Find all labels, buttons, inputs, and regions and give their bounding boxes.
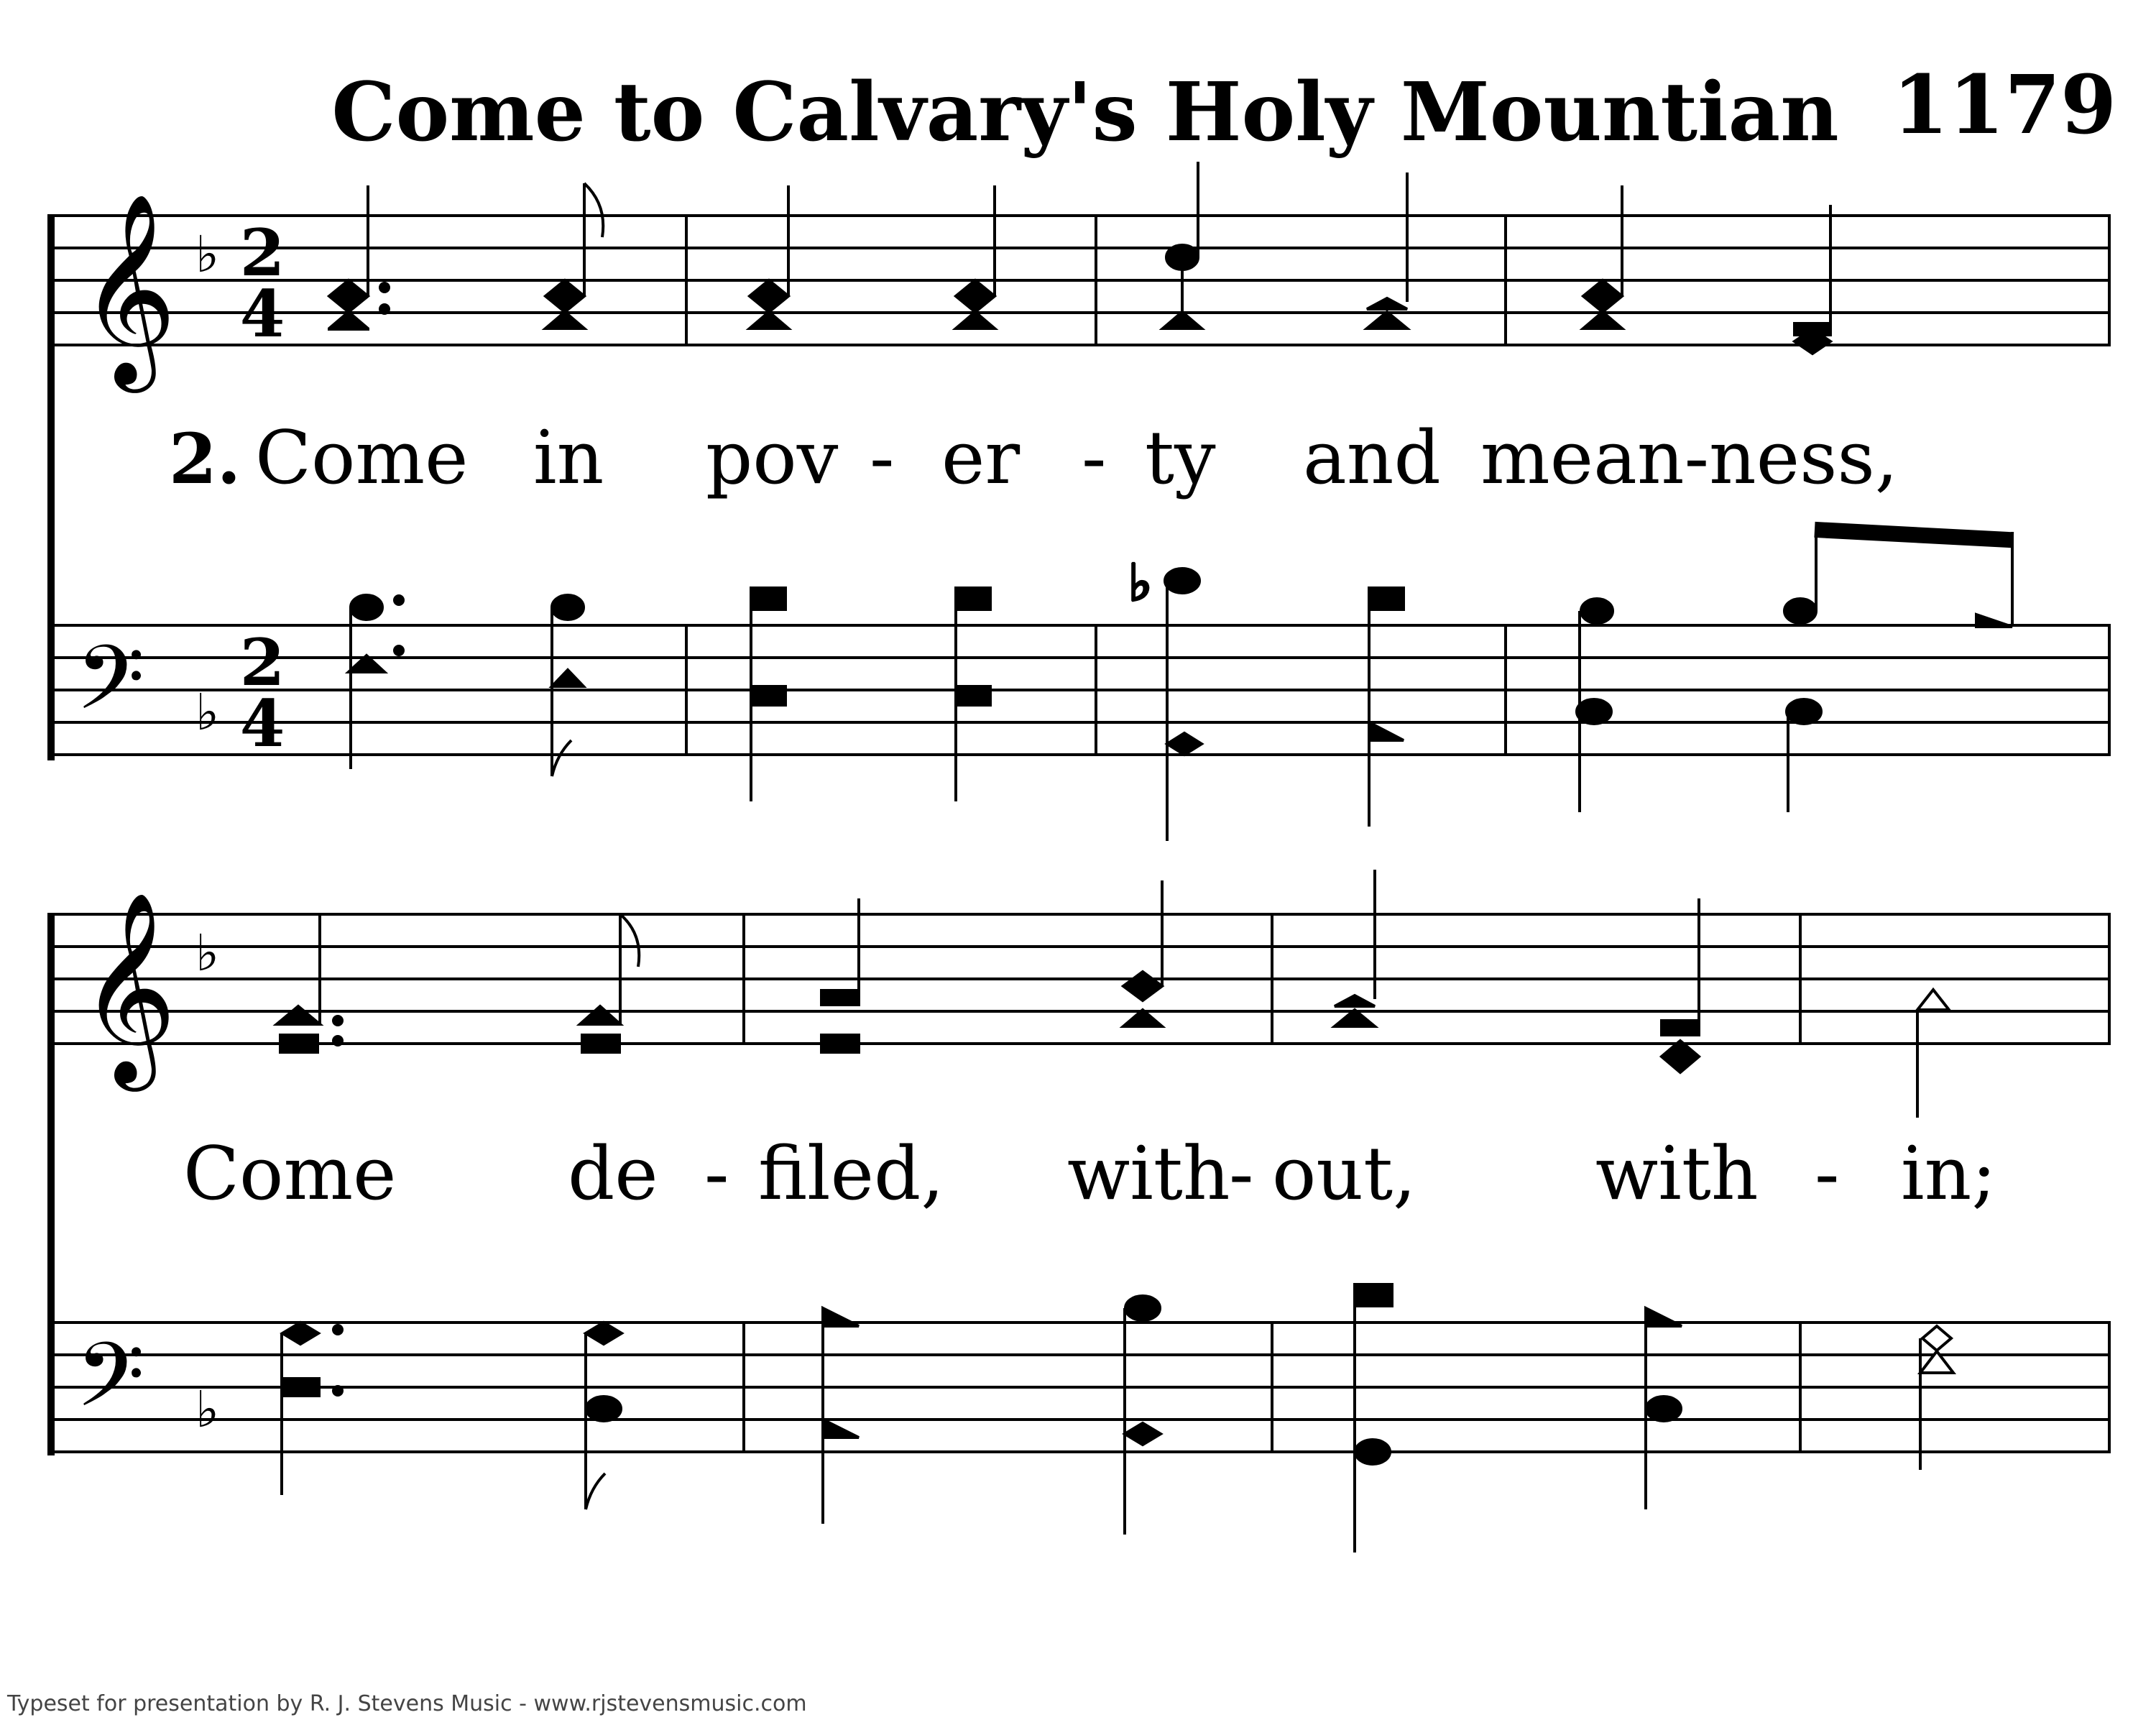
note-head [351, 595, 382, 620]
system-1 [47, 162, 2111, 841]
note-head [1577, 699, 1611, 724]
bass-staff-1 [50, 625, 2111, 755]
note-head [1369, 588, 1404, 610]
note-head [329, 280, 368, 312]
note-head [750, 280, 788, 312]
note-head [282, 1322, 318, 1344]
lyric-syllable: with [1067, 1131, 1230, 1217]
note-head [1583, 312, 1622, 328]
treble-notes-2 [277, 870, 1949, 1118]
treble-clef-icon: 𝄞 [79, 891, 177, 1083]
note-head [329, 312, 368, 329]
bass-notes-1 [349, 523, 2012, 841]
lyric-hyphen: - [704, 1131, 729, 1217]
system-bracket [47, 913, 55, 1455]
flat-key-signature-icon: ♭ [195, 225, 220, 284]
note-head [823, 1308, 859, 1326]
lyric-syllable: pov [706, 415, 839, 501]
verse-number: 2. [169, 418, 241, 500]
system-2 [47, 870, 2111, 1552]
note-head [277, 1006, 320, 1024]
note-head [1583, 280, 1622, 312]
note-head [1163, 312, 1202, 328]
lyric-syllable: er [941, 415, 1021, 501]
note-head [586, 1397, 621, 1421]
note-head [1123, 972, 1162, 1000]
note-head [821, 1035, 859, 1052]
note-head [1125, 1296, 1160, 1320]
note-head [1167, 733, 1202, 755]
treble-notes-1 [329, 162, 1830, 354]
time-signature-bottom: 4 [239, 276, 285, 352]
note-head [1335, 995, 1375, 1006]
note-head [1581, 599, 1613, 623]
note-head [552, 595, 584, 620]
note-head [586, 1322, 622, 1344]
note-head [1125, 1423, 1161, 1445]
lyric-syllable: with [1595, 1131, 1759, 1217]
note-head [751, 686, 786, 705]
lyric-syllable: ty [1145, 415, 1216, 501]
note-head [545, 312, 584, 328]
typesetter-credit: Typeset for presentation by R. J. Stevens Music - www.rjstevensmusic.com [7, 1691, 807, 1716]
beam [1816, 523, 2013, 546]
lyric-syllable: de [568, 1131, 658, 1217]
note-head [823, 1420, 859, 1438]
note-head [821, 990, 859, 1005]
lyric-hyphen: - [1082, 415, 1107, 501]
lyric-syllable: filed, [758, 1131, 944, 1217]
note-head [956, 312, 995, 328]
note-head [1976, 615, 2012, 627]
flat-key-signature-icon: ♭ [195, 1380, 220, 1439]
note-head [582, 1035, 619, 1052]
flat-key-signature-icon: ♭ [195, 924, 220, 983]
note-head [1355, 1440, 1390, 1464]
note-head [1646, 1308, 1682, 1326]
note-head [1787, 699, 1821, 724]
flat-key-signature-icon: ♭ [195, 683, 220, 742]
note-head [545, 280, 584, 312]
note-head [280, 1035, 318, 1052]
note-head [580, 1006, 620, 1024]
time-signature-top: 2 [239, 215, 285, 291]
note-head [1369, 722, 1404, 740]
note-head [1646, 1397, 1681, 1421]
note-head [552, 670, 584, 686]
note-head [1355, 1284, 1392, 1306]
treble-clef-icon: 𝄞 [79, 193, 177, 385]
lyric-syllable: out, [1272, 1131, 1416, 1217]
bass-clef-icon: 𝄢 [75, 627, 145, 752]
note-head [1367, 312, 1407, 328]
note-head [750, 312, 788, 328]
note-head [1917, 990, 1949, 1010]
note-head [1367, 298, 1407, 309]
lyric-hyphen: - [1815, 1131, 1840, 1217]
lyric-syllable: Come [183, 1131, 397, 1217]
lyric-syllable: Come [255, 415, 469, 501]
note-head [956, 686, 990, 705]
lyric-hyphen: - [870, 415, 895, 501]
flat-accidental-icon: ♭ [1128, 553, 1153, 612]
note-head [282, 1379, 319, 1396]
system-bracket [47, 214, 55, 760]
hymn-title: Come to Calvary's Holy Mountian [331, 65, 1839, 160]
bass-clef-icon: 𝄢 [75, 1324, 145, 1449]
time-signature-bottom: 4 [239, 686, 285, 762]
lyric-syllable: mean-ness, [1480, 415, 1899, 501]
note-head [1784, 599, 1816, 623]
lyric-syllable: in [533, 415, 604, 501]
lyric-syllable: in; [1901, 1131, 1996, 1217]
note-head [751, 588, 786, 610]
hymn-number: 1179 [1892, 58, 2116, 152]
note-head [1922, 1326, 1951, 1351]
note-head [1662, 1041, 1699, 1072]
time-signature-top: 2 [239, 625, 285, 701]
note-head [956, 588, 990, 610]
lyric-syllable: and [1303, 415, 1441, 501]
lyric-hyphen: - [1229, 1131, 1254, 1217]
note-head [1662, 1021, 1699, 1035]
note-head [956, 280, 995, 312]
